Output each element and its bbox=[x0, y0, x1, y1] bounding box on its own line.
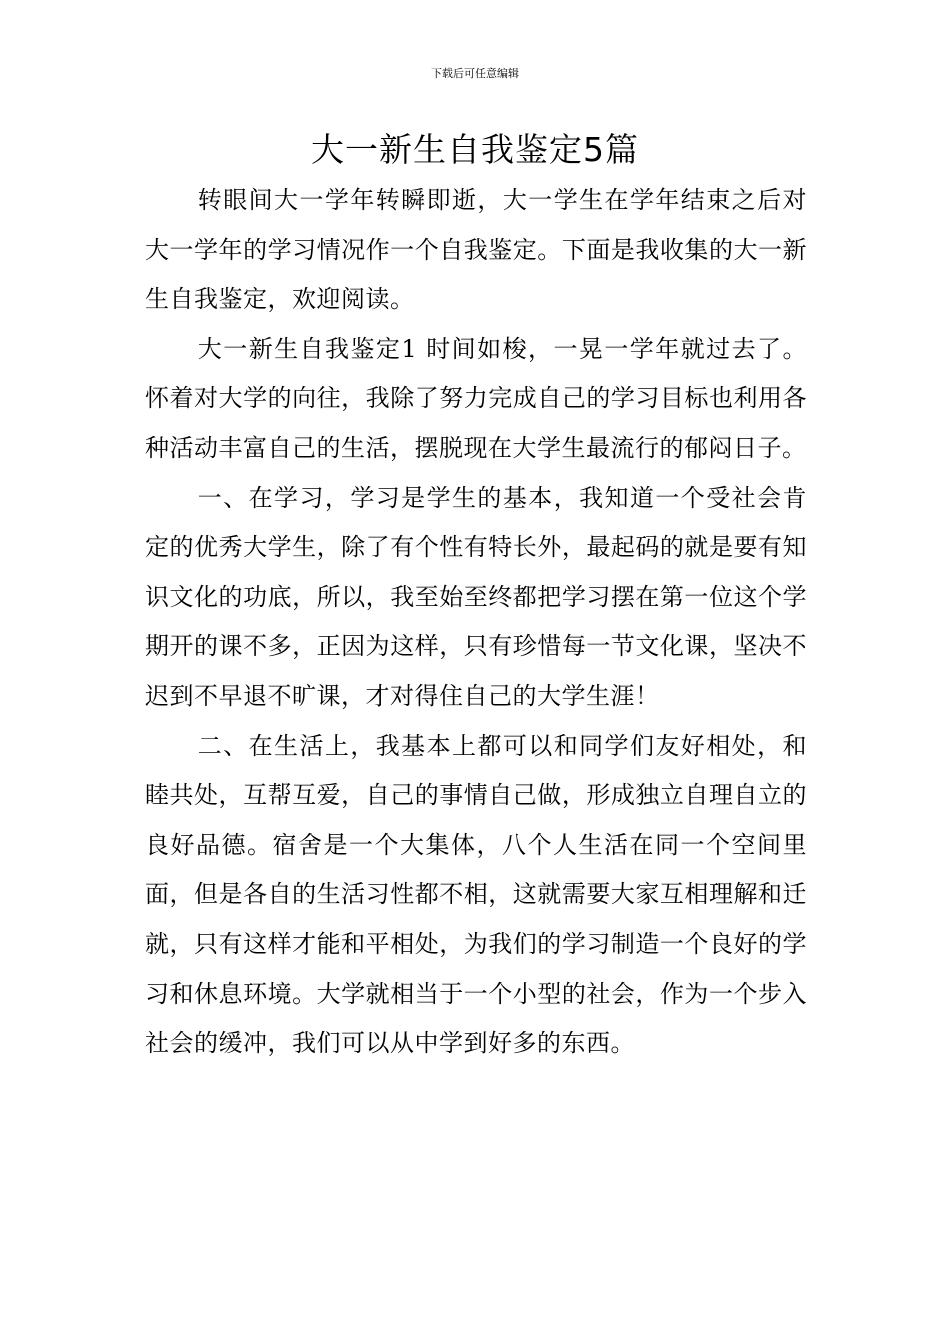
section1-text: 时间如梭，一晃一学年就过去了。怀着对大学的向往，我除了努力完成自己的学习目标也利用各种活动丰富自己的生活，摆脱现在大学生最流行的郁闷日子。 bbox=[145, 334, 807, 462]
life-paragraph: 二、在生活上，我基本上都可以和同学们友好相处，和睦共处，互帮互爱，自己的事情自己做，形成独立自理自立的良好品德。宿舍是一个大集体，八个人生活在同一个空间里面，但是各自的生活习性都不相，这就需要大家互相理解和迁就，只有这样才能和平相处，为我们的学习制造一个良好的学习和休息环境。大学就相当于一个小型的社会，作为一个步入社会的缓冲，我们可以从中学到好多的东西。 bbox=[145, 731, 807, 1058]
document-body bbox=[145, 176, 807, 1069]
study-paragraph: 一、在学习，学习是学生的基本，我知道一个受社会肯定的优秀大学生，除了有个性有特长外，最起码的就是要有知识文化的功底，所以，我至始至终都把学习摆在第一位这个学期开的课不多，正因为这样，只有珍惜每一节文化课，坚决不迟到不早退不旷课，才对得住自己的大学生涯！ bbox=[145, 483, 807, 710]
section1-heading: 大一新生自我鉴定1 bbox=[197, 334, 418, 363]
section1-paragraph bbox=[145, 325, 807, 474]
intro-paragraph: 转眼间大一学年转瞬即逝，大一学生在学年结束之后对大一学年的学习情况作一个自我鉴定。下面是我收集的大一新生自我鉴定，欢迎阅读。 bbox=[145, 186, 807, 314]
document-title: 大一新生自我鉴定5篇 bbox=[311, 130, 639, 169]
page-header-note: 下载后可任意编辑 bbox=[431, 67, 519, 80]
